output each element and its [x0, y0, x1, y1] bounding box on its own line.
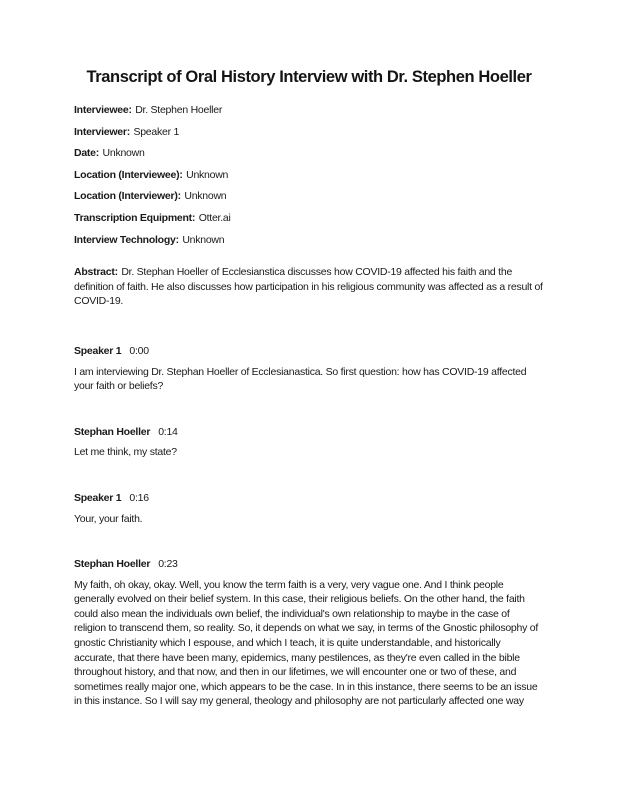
speaker-name: Speaker 1: [74, 344, 122, 357]
timestamp: 0:23: [158, 558, 178, 571]
metadata-value: Unknown: [182, 233, 225, 246]
speaker-name: Speaker 1: [74, 491, 122, 504]
metadata-label: Interview Technology:: [74, 233, 179, 246]
metadata-value: Otter.ai: [198, 211, 231, 224]
metadata-row-location-interviewee: [74, 168, 544, 183]
metadata-value: Unknown: [184, 190, 227, 203]
metadata-label: Location (Interviewer):: [74, 190, 181, 203]
transcript-turn: [74, 425, 544, 460]
speaker-line: [74, 344, 544, 359]
transcript-turn: [74, 344, 544, 394]
metadata-row-location-interviewer: [74, 189, 544, 204]
turn-text: My faith, oh okay, okay. Well, you know the term faith is a very, very vague one. And I think people generally evolved on their belief system. In this case, their religious beliefs. On the other hand, the faith could also mean the individuals own belief, the individual's own relationship to maybe in the case of religion to transcend them, so reality. So, it depends on what we say, in terms of the Gnostic philosophy of gnostic Christianity which I espouse, and which I teach, it is quite understandable, and historically accurate, that there have been many, epidemics, many pestilences, as they're even called in the bible throughout history, and that now, and then in our lifetimes, we will encounter one or two of these, and sometimes really major one, which appears to be the case. In in this instance, there seems to be an issue in this instance. So I will say my general, theology and philosophy are not particularly affected one way: [74, 578, 539, 708]
metadata-value: Unknown: [186, 168, 229, 181]
speaker-name: Stephan Hoeller: [74, 558, 151, 571]
timestamp: 0:16: [129, 491, 149, 504]
speaker-line: [74, 491, 544, 506]
metadata-value: Dr. Stephen Hoeller: [135, 104, 223, 116]
transcript-turn: [74, 557, 544, 709]
abstract-label: Abstract:: [74, 266, 118, 279]
speaker-line: [74, 557, 544, 572]
metadata-label: Location (Interviewee):: [74, 168, 183, 181]
transcript-turn: [74, 491, 544, 526]
metadata-row-interview-technology: [74, 233, 544, 248]
transcript-section: [74, 344, 544, 709]
metadata-row-date: [74, 146, 544, 161]
metadata-section: [74, 103, 544, 247]
document-title: Transcript of Oral History Interview with Dr. Stephen Hoeller: [86, 68, 532, 86]
metadata-label: Interviewer:: [74, 125, 130, 138]
turn-text: Your, your faith.: [74, 512, 143, 525]
metadata-row-interviewer: [74, 125, 544, 140]
metadata-row-transcription-equipment: [74, 211, 544, 226]
abstract-text: Dr. Stephan Hoeller of Ecclesianstica discusses how COVID-19 affected his faith and the definition of faith. He also discusses how participation in his religious community was affected as a result of COVID-19.: [74, 266, 543, 308]
turn-text: Let me think, my state?: [74, 446, 177, 459]
timestamp: 0:00: [129, 344, 149, 357]
metadata-value: Speaker 1: [133, 125, 180, 138]
metadata-label: Interviewee:: [74, 104, 132, 116]
timestamp: 0:14: [158, 425, 178, 438]
speaker-line: [74, 425, 544, 440]
speaker-name: Stephan Hoeller: [74, 425, 151, 438]
metadata-row-interviewee: [74, 103, 544, 118]
abstract-paragraph: [74, 265, 544, 309]
metadata-value: Unknown: [102, 147, 145, 160]
turn-text: I am interviewing Dr. Stephan Hoeller of Ecclesianastica. So first question: how has COVID-19 affected your faith or beliefs?: [74, 365, 527, 393]
metadata-label: Date:: [74, 147, 100, 160]
metadata-label: Transcription Equipment:: [74, 211, 196, 224]
